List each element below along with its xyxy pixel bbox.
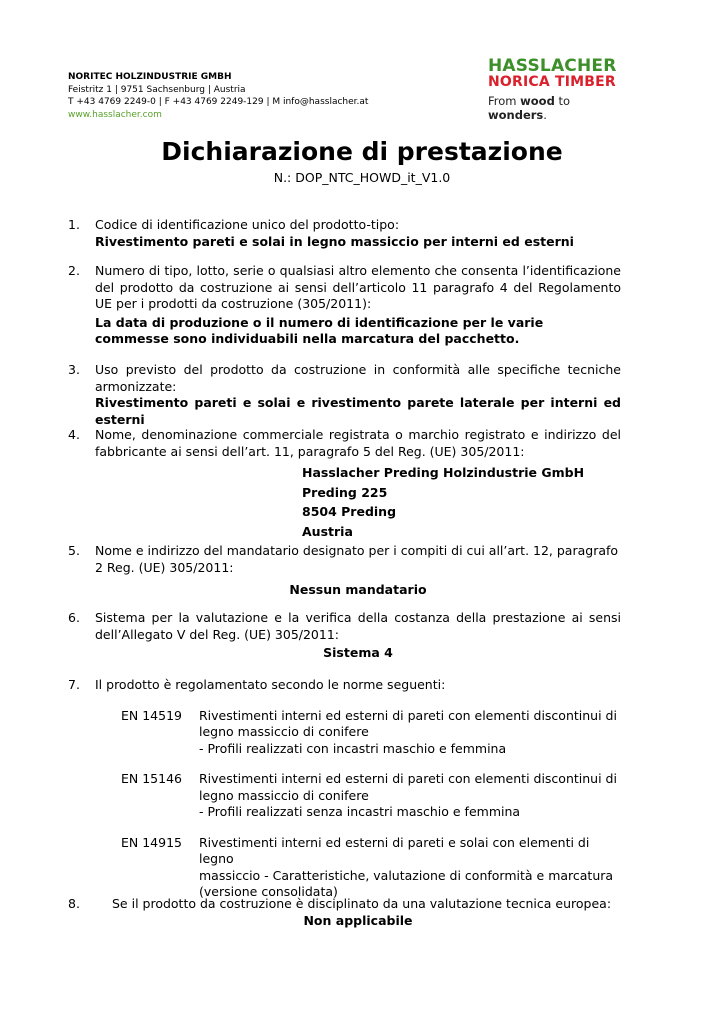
manufacturer-address <box>302 463 621 541</box>
norm-item-en-15146 <box>95 771 621 821</box>
address-line: Preding 225 <box>302 484 388 500</box>
section-answer: Non applicabile <box>303 912 413 928</box>
company-header <box>68 71 368 121</box>
norm-desc-line: legno massiccio di conifere <box>199 724 369 739</box>
section-text: Sistema per la valutazione e la verifica della costanza della prestazione ai sensi dell’Allegato V del Reg. (UE) 305/2011: <box>95 610 621 642</box>
norm-item-en-14519 <box>95 708 621 758</box>
section-number: 4. <box>68 427 80 442</box>
logo-line-1: HASSLACHER <box>488 56 617 76</box>
section-text: Codice di identificazione unico del prodotto-tipo: <box>95 217 400 232</box>
section-3 <box>68 362 621 428</box>
norm-code: EN 14915 <box>121 834 182 850</box>
address-line: Hasslacher Preding Holzindustrie GmbH <box>302 465 585 480</box>
document-number: N.: DOP_NTC_HOWD_it_V1.0 <box>273 170 451 185</box>
section-number: 6. <box>68 610 80 625</box>
norm-desc-line: Rivestimenti interni ed esterni di pareti e solai con elementi di legno <box>199 834 590 866</box>
norm-desc-line: - Profili realizzati senza incastri maschio e femmina <box>199 804 521 819</box>
section-number: 1. <box>68 217 80 232</box>
norm-desc-line: massiccio - Caratteristiche, valutazione di conformità e marcatura <box>199 867 614 883</box>
section-1 <box>68 217 621 250</box>
company-website[interactable]: www.hasslacher.com <box>68 109 162 120</box>
section-text: Il prodotto è regolamentato secondo le norme seguenti: <box>95 677 446 692</box>
norm-code: EN 14519 <box>121 707 182 723</box>
section-text: Se il prodotto da costruzione è disciplinato da una valutazione tecnica europea: <box>112 896 612 911</box>
section-answer: Rivestimento pareti e solai in legno massiccio per interni ed esterni <box>95 233 574 249</box>
logo-line-2: NORICA TIMBER <box>488 74 616 90</box>
norm-desc-line: Rivestimenti interni ed esterni di pareti con elementi discontinui di <box>199 707 617 723</box>
document-title: Dichiarazione di prestazione <box>161 137 563 166</box>
logo-tagline: From wood to wonders. <box>488 94 571 122</box>
section-answer: Nessun mandatario <box>289 582 427 597</box>
section-2 <box>68 263 621 348</box>
section-text: Numero di tipo, lotto, serie o qualsiasi altro elemento che consenta l’identificazione del prodotto da costruzione ai sensi dell’articolo 11 paragrafo 4 del Regolamento UE per i prodotti da costruzione (305/2011): <box>95 263 621 311</box>
company-address: Feistritz 1 | 9751 Sachsenburg | Austria <box>68 84 246 95</box>
address-line: 8504 Preding <box>302 504 397 519</box>
section-7 <box>68 677 621 901</box>
section-text: Nome e indirizzo del mandatario designato per i compiti di cui all’art. 12, paragrafo 2 Reg. (UE) 305/2011: <box>95 543 619 575</box>
norm-desc-line: Rivestimenti interni ed esterni di pareti con elementi discontinui di <box>199 771 617 786</box>
norm-desc-line: legno massiccio di conifere <box>199 787 369 803</box>
hasslacher-logo <box>488 58 618 122</box>
section-text: Nome, denominazione commerciale registrata o marchio registrato e indirizzo del fabbricante ai sensi dell’art. 11, paragrafo 5 del Reg. (UE) 305/2011: <box>95 427 621 459</box>
section-number: 3. <box>68 362 80 377</box>
norm-desc-line: - Profili realizzati con incastri maschio e femmina <box>199 740 507 756</box>
section-number: 5. <box>68 543 80 558</box>
section-number: 2. <box>68 263 80 278</box>
norm-desc-line: (versione consolidata) <box>199 884 338 899</box>
section-answer: Rivestimento pareti e solai e rivestimento parete laterale per interni ed esterni <box>95 395 621 427</box>
address-line: Austria <box>302 523 353 539</box>
section-number: 8. <box>68 896 80 911</box>
section-6 <box>68 610 621 662</box>
company-contact: T +43 4769 2249-0 | F +43 4769 2249-129 | M info@hasslacher.at <box>68 97 369 107</box>
section-5 <box>68 543 621 599</box>
section-text: Uso previsto del prodotto da costruzione in conformità alle specifiche tecniche armonizzate: <box>95 362 621 394</box>
norm-item-en-14915 <box>95 835 621 901</box>
section-8 <box>68 896 621 929</box>
section-answer: Sistema 4 <box>323 645 393 660</box>
section-number: 7. <box>68 677 80 692</box>
company-name: NORITEC HOLZINDUSTRIE GMBH <box>68 72 232 82</box>
norm-code: EN 15146 <box>121 771 182 786</box>
section-answer: La data di produzione o il numero di identificazione per le varie commesse sono individuabili nella marcatura del pacchetto. <box>95 314 544 346</box>
section-4 <box>68 427 621 541</box>
